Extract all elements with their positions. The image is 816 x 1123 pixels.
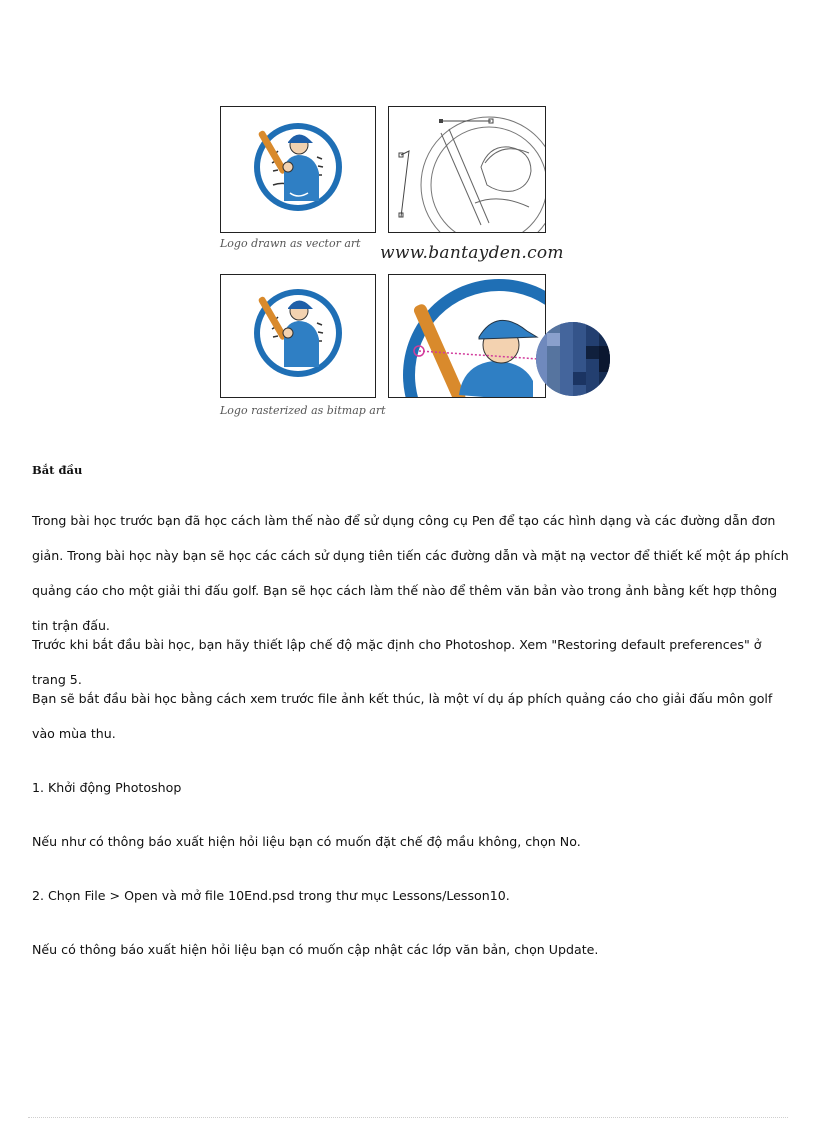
section-heading: Bắt đầu xyxy=(32,463,83,477)
bitmap-logo-panel xyxy=(220,274,376,398)
paragraph-intro: Trong bài học trước bạn đã học cách làm thế nào để sử dụng công cụ Pen để tạo các hình dạng và các đường dẫn đơn giản. Trong bài học này bạn sẽ học các cách sử dụng tiên tiến các đường dẫn và mặt nạ vector để thiết kế một áp phích quảng cáo cho một giải thi đấu golf. Bạn sẽ học cách làm thế nào để thêm văn bản vào trong ảnh bằng kết hợp thông tin trận đấu. xyxy=(32,513,789,633)
bitmap-zoom-panel xyxy=(388,274,546,398)
pixelated-ball xyxy=(534,320,612,398)
vector-paths-illustration xyxy=(389,107,545,232)
paragraph-color-mode: Nếu như có thông báo xuất hiện hỏi liệu bạn có muốn đặt chế độ mầu không, chọn No. xyxy=(32,834,581,849)
paragraph-defaults: Trước khi bắt đầu bài học, bạn hãy thiết lập chế độ mặc định cho Photoshop. Xem "Restoring default preferences" ở trang 5. xyxy=(32,637,762,687)
page-footer-divider xyxy=(28,1117,788,1118)
vector-caption: Logo drawn as vector art xyxy=(220,237,361,250)
step-1: 1. Khởi động Photoshop xyxy=(32,780,182,795)
bitmap-zoom-illustration xyxy=(389,275,545,397)
vector-paths-panel xyxy=(388,106,546,233)
bitmap-caption: Logo rasterized as bitmap art xyxy=(220,404,386,417)
baseball-logo-vector xyxy=(221,107,375,232)
logo-comparison-figure xyxy=(212,100,612,425)
step-2: 2. Chọn File > Open và mở file 10End.psd trong thư mục Lessons/Lesson10. xyxy=(32,888,510,903)
paragraph-preview: Bạn sẽ bắt đầu bài học bằng cách xem trước file ảnh kết thúc, là một ví dụ áp phích quảng cáo cho giải đấu môn golf vào mùa thu. xyxy=(32,691,773,741)
baseball-logo-bitmap xyxy=(221,275,375,397)
paragraph-update: Nếu có thông báo xuất hiện hỏi liệu bạn có muốn cập nhật các lớp văn bản, chọn Update. xyxy=(32,942,599,957)
watermark-text: www.bantayden.com xyxy=(380,243,564,263)
vector-logo-panel xyxy=(220,106,376,233)
